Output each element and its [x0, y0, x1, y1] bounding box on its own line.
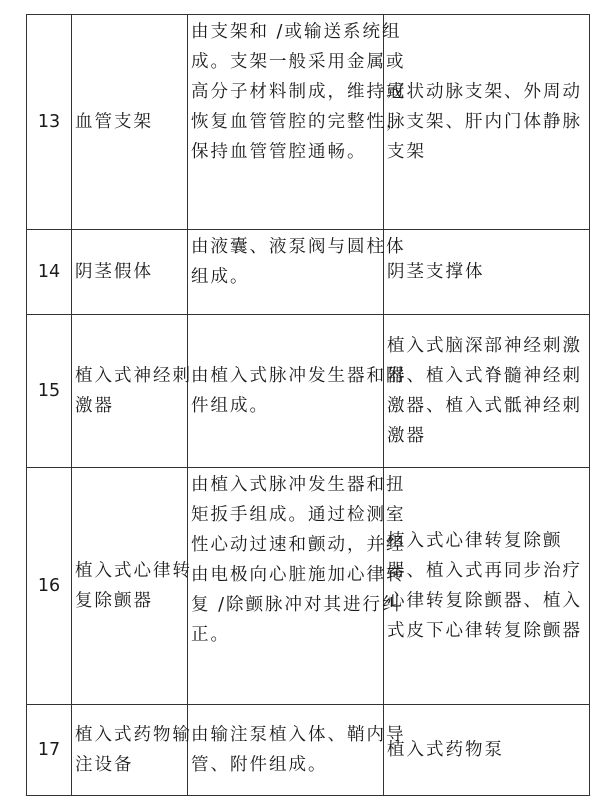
table-row [27, 315, 590, 468]
device-examples [384, 230, 590, 315]
text-line: 植入式药物泵 [387, 740, 504, 760]
device-description [188, 15, 406, 230]
text-line: 矩扳手组成。通过检测室 [191, 505, 406, 525]
text-line: 件组成。 [191, 396, 269, 416]
text-line: 冠状动脉支架、外周动 [387, 82, 582, 102]
text-line: 支架 [387, 142, 426, 162]
device-name [72, 230, 188, 315]
device-examples [384, 468, 590, 705]
text-line: 正。 [191, 625, 230, 645]
text-line: 保持血管管腔通畅。 [191, 142, 367, 162]
text-line: 植入式心律转 [75, 561, 192, 581]
text-line: 复 /除颤脉冲对其进行纠 [191, 595, 402, 615]
text-line: 阴茎假体 [75, 262, 153, 282]
text-line: 脉支架、肝内门体静脉 [387, 112, 582, 132]
text-line: 器、植入式再同步治疗 [387, 561, 582, 581]
device-examples [384, 315, 590, 468]
device-description [188, 468, 406, 705]
text-line: 激器、植入式骶神经刺 [387, 396, 582, 416]
text-line: 心律转复除颤器、植入 [387, 591, 582, 611]
device-examples [384, 705, 590, 796]
text-line: 植入式心律转复除颤 [387, 531, 563, 551]
text-line: 复除颤器 [75, 591, 153, 611]
text-line: 由支架和 /或输送系统组 [191, 22, 402, 42]
row-number: 13 [27, 15, 72, 230]
text-line: 由植入式脉冲发生器和扭 [191, 475, 406, 495]
row-number: 14 [27, 230, 72, 315]
text-line: 高分子材料制成，维持或 [191, 82, 406, 102]
text-line: 性心动过速和颤动，并经 [191, 535, 406, 555]
row-number: 17 [27, 705, 72, 796]
device-description [188, 315, 406, 468]
table-row [27, 705, 590, 796]
table-row [27, 15, 590, 230]
text-line: 植入式脑深部神经刺激 [387, 336, 582, 356]
text-line: 血管支架 [75, 112, 153, 132]
device-name [72, 15, 188, 230]
table-row [27, 230, 590, 315]
text-line: 管、附件组成。 [191, 755, 328, 775]
text-line: 植入式药物输 [75, 725, 192, 745]
device-classification-table [26, 14, 590, 796]
text-line: 器、植入式脊髓神经刺 [387, 366, 582, 386]
device-name [72, 315, 192, 468]
device-description [188, 705, 406, 796]
text-line: 阴茎支撑体 [387, 262, 485, 282]
row-number: 16 [27, 468, 72, 705]
text-line: 由电极向心脏施加心律转 [191, 565, 406, 585]
text-line: 组成。 [191, 267, 250, 287]
device-description [188, 230, 406, 315]
text-line: 式皮下心律转复除颤器 [387, 621, 582, 641]
text-line: 由植入式脉冲发生器和附 [191, 366, 406, 386]
text-line: 植入式神经刺 [75, 366, 192, 386]
text-line: 成。支架一般采用金属或 [191, 52, 406, 72]
text-line: 激器 [75, 396, 114, 416]
text-line: 由液囊、液泵阀与圆柱体 [191, 237, 406, 257]
device-name [72, 705, 192, 796]
text-line: 激器 [387, 426, 426, 446]
table-row [27, 468, 590, 705]
device-examples [384, 15, 590, 230]
text-line: 注设备 [75, 755, 134, 775]
row-number: 15 [27, 315, 72, 468]
device-name [72, 468, 192, 705]
text-line: 恢复血管管腔的完整性， [191, 112, 406, 132]
text-line: 由输注泵植入体、鞘内导 [191, 725, 406, 745]
